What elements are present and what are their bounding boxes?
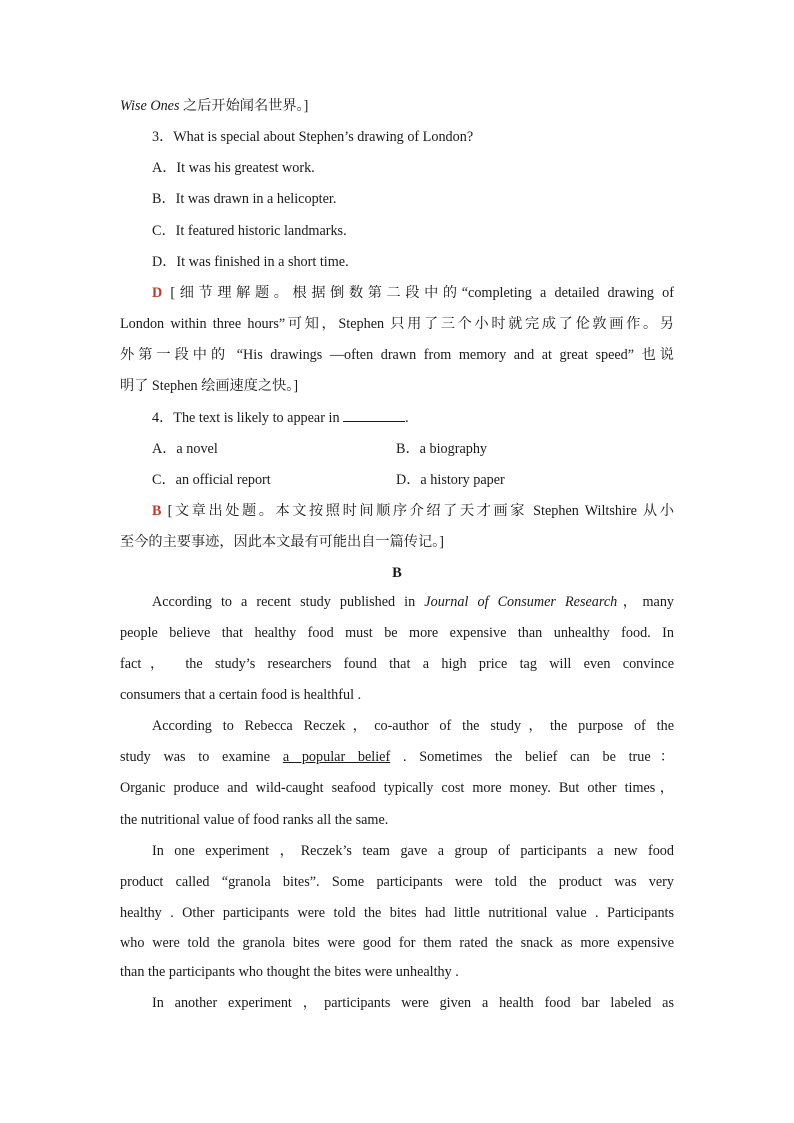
q3-option-d: D．It was finished in a short time. — [152, 254, 349, 270]
q4-option-c: C．an official report — [152, 472, 271, 488]
section-heading: B — [392, 565, 402, 581]
p2-line-2-text: study was to examine — [120, 749, 271, 765]
q3-explanation-line-4: 明了 Stephen 绘画速度之快。] — [120, 378, 299, 394]
q3-explanation-line-3: 外第一段中的 “His drawings —often drawn from memory and at great speed” 也说 — [120, 347, 674, 363]
q3-option-c: C．It featured historic landmarks. — [152, 223, 347, 239]
p1-line-2: people believe that healthy food must be more expensive than unhealthy food. In — [120, 625, 674, 641]
p3-line-3: healthy . Other participants were told the bites had little nutritional value . Participants — [120, 905, 674, 921]
q2-explanation-tail — [120, 96, 674, 116]
q3-explanation-line-1 — [152, 283, 674, 303]
answer-blank — [343, 407, 405, 422]
journal-title: Journal of Consumer Research — [424, 594, 618, 610]
p1-line-4: consumers that a certain food is healthful . — [120, 687, 362, 703]
q2-explanation-text: 之后开始闻名世界。] — [183, 98, 309, 114]
p2-line-1: According to Rebecca Reczek，co-author of the study，the purpose of the — [152, 718, 674, 734]
q3-explanation-line-2: London within three hours”可知，Stephen 只用了三个小时就完成了伦敦画作。另 — [120, 316, 674, 332]
p2-line-2 — [120, 747, 674, 767]
q3-option-a: A．It was his greatest work. — [152, 160, 315, 176]
q4-answer: B — [152, 503, 162, 519]
q3-option-b: B．It was drawn in a helicopter. — [152, 191, 337, 207]
p3-line-5: than the participants who thought the bites were unhealthy . — [120, 964, 459, 980]
q4-option-a: A．a novel — [152, 441, 218, 457]
p2-line-2-end: . Sometimes the belief can be true： — [402, 749, 675, 765]
q4-option-b: B．a biography — [396, 441, 488, 457]
q4-stem-period: . — [405, 410, 409, 426]
underlined-phrase: a popular belief — [282, 749, 391, 765]
q4-stem — [152, 407, 674, 428]
p2-line-3: Organic produce and wild-caught seafood typically cost more money. But other times， — [120, 780, 674, 796]
q3-explanation-text-1: [细节理解题。根据倒数第二段中的“completing a detailed drawing of — [170, 285, 675, 301]
q3-stem: 3．What is special about Stephen’s drawing of London? — [152, 129, 474, 145]
q4-explanation-line-1 — [152, 501, 674, 521]
q4-option-d: D．a history paper — [396, 472, 505, 488]
p3-line-1: In one experiment ，Reczek’s team gave a group of participants a new food — [152, 843, 674, 859]
book-title: Wise Ones — [120, 98, 180, 114]
p1-line-3: fact， the study’s researchers found that a high price tag will even convince — [120, 656, 674, 672]
q4-stem-text: 4．The text is likely to appear in — [152, 410, 340, 426]
p4-line-1: In another experiment ，participants were given a health food bar labeled as — [152, 995, 674, 1011]
p1-line-1 — [152, 592, 674, 612]
p3-line-2: product called “granola bites”. Some participants were told the product was very — [120, 874, 674, 890]
p1-line-1-text: According to a recent study published in — [152, 594, 416, 610]
q4-explanation-text-1: [文章出处题。本文按照时间顺序介绍了天才画家 Stephen Wiltshire 从小 — [167, 503, 675, 519]
p2-line-4: the nutritional value of food ranks all the same. — [120, 812, 389, 828]
p3-line-4: who were told the granola bites were good for them rated the snack as more expensive — [120, 935, 674, 951]
p1-line-1-end: ，many — [617, 594, 675, 610]
q3-answer: D — [152, 285, 163, 301]
q4-explanation-line-2: 至今的主要事迹，因此本文最有可能出自一篇传记。] — [120, 534, 444, 550]
